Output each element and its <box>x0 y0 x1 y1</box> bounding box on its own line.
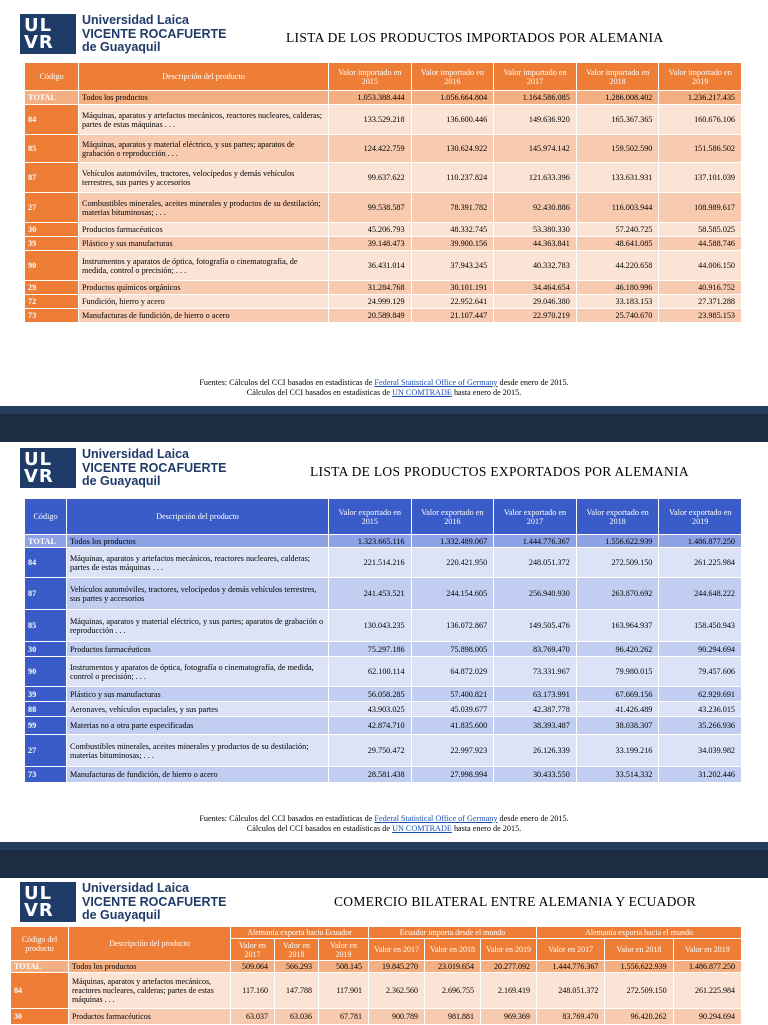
table-row <box>25 687 742 702</box>
product-description: Manufacturas de fundición, de hierro o acero <box>79 309 329 323</box>
imports-table <box>24 62 742 323</box>
value-cell: 19.845.270 <box>369 961 425 973</box>
university-name: Universidad Laica VICENTE ROCAFUERTE de Guayaquil <box>82 447 227 488</box>
value-cell: 2.169.419 <box>481 973 537 1009</box>
source-link-destatis[interactable]: Federal Statistical Office of Germany <box>374 378 498 387</box>
product-code: 99 <box>25 717 67 735</box>
value-cell: 75.898.005 <box>411 642 494 657</box>
value-cell: 261.225.984 <box>659 548 742 578</box>
product-code: TOTAL <box>11 961 69 973</box>
value-cell: 64.872.029 <box>411 657 494 687</box>
value-cell: 44.363.841 <box>494 237 577 251</box>
value-cell: 24.999.129 <box>329 295 412 309</box>
value-cell: 27.371.288 <box>659 295 742 309</box>
product-description: Instrumentos y aparatos de óptica, fotografía o cinematografía, de medida, control o precisión; . . . <box>67 657 329 687</box>
value-cell: 23.985.153 <box>659 309 742 323</box>
value-cell: 1.444.776.367 <box>494 535 577 548</box>
ulvr-logo: UL VR <box>20 448 76 488</box>
value-cell: 90.294.694 <box>673 1009 741 1025</box>
value-cell: 33.183.153 <box>576 295 659 309</box>
ulvr-logo: UL VR <box>20 14 76 54</box>
value-cell: 39.148.473 <box>329 237 412 251</box>
value-cell: 83.769.470 <box>494 642 577 657</box>
value-cell: 44.220.658 <box>576 251 659 281</box>
value-cell: 136.600.446 <box>411 105 494 135</box>
value-cell: 20.589.849 <box>329 309 412 323</box>
table-header: Descripción del producto <box>79 63 329 91</box>
value-cell: 1.444.776.367 <box>537 961 605 973</box>
slide-header <box>20 14 760 58</box>
value-cell: 900.789 <box>369 1009 425 1025</box>
page-title: LISTA DE LOS PRODUCTOS IMPORTADOS POR ALEMANIA <box>286 30 664 45</box>
value-cell: 63.173.991 <box>494 687 577 702</box>
value-cell: 149.636.920 <box>494 105 577 135</box>
table-header: Valor en 2019 <box>481 939 537 961</box>
table-header: Valor importado en 2015 <box>329 63 412 91</box>
table-header: Código <box>25 63 79 91</box>
value-cell: 99.637.622 <box>329 163 412 193</box>
total-row <box>25 91 742 105</box>
value-cell: 33.514.332 <box>576 767 659 783</box>
table-header: Valor en 2019 <box>319 939 369 961</box>
table-row <box>25 717 742 735</box>
value-cell: 45.206.793 <box>329 223 412 237</box>
value-cell: 67.781 <box>319 1009 369 1025</box>
slide-bilateral <box>0 878 768 1024</box>
value-cell: 133.529.218 <box>329 105 412 135</box>
value-cell: 1.056.664.804 <box>411 91 494 105</box>
value-cell: 130.043.235 <box>329 610 412 642</box>
product-description: Productos farmacéuticos <box>67 642 329 657</box>
table-row <box>25 309 742 323</box>
value-cell: 38.038.307 <box>576 717 659 735</box>
value-cell: 969.369 <box>481 1009 537 1025</box>
value-cell: 130.624.922 <box>411 135 494 163</box>
value-cell: 1.164.586.085 <box>494 91 577 105</box>
value-cell: 244.648.222 <box>659 578 742 610</box>
source-note: Fuentes: Cálculos del CCI basados en estadísticas de Federal Statistical Office of Germany desde enero de 2015. Cálculos del CCI basados en estadísticas de UN COMTRADE hasta enero de 2015. <box>199 378 569 397</box>
value-cell: 23.019.654 <box>425 961 481 973</box>
value-cell: 29.046.380 <box>494 295 577 309</box>
table-row <box>25 281 742 295</box>
table-row <box>25 767 742 783</box>
slide-divider <box>0 406 768 442</box>
table-row <box>11 1009 742 1025</box>
product-description: Todos los productos <box>79 91 329 105</box>
product-description: Plástico y sus manufacturas <box>67 687 329 702</box>
value-cell: 79.457.606 <box>659 657 742 687</box>
value-cell: 78.391.782 <box>411 193 494 223</box>
table-header: Valor en 2018 <box>605 939 673 961</box>
value-cell: 117.160 <box>231 973 275 1009</box>
value-cell: 48.641.085 <box>576 237 659 251</box>
value-cell: 29.750.472 <box>329 735 412 767</box>
value-cell: 56.058.285 <box>329 687 412 702</box>
product-description: Plástico y sus manufacturas <box>79 237 329 251</box>
value-cell: 163.964.937 <box>576 610 659 642</box>
product-description: Combustibles minerales, aceites minerales y productos de su destilación; materias bituminosas; . . . <box>79 193 329 223</box>
value-cell: 31.284.768 <box>329 281 412 295</box>
group-header: Alemania exporta hacia Ecuador <box>231 927 369 939</box>
value-cell: 67.669.156 <box>576 687 659 702</box>
table-header: Descripción del producto <box>69 927 231 961</box>
value-cell: 46.180.996 <box>576 281 659 295</box>
value-cell: 57.240.725 <box>576 223 659 237</box>
table-row <box>25 251 742 281</box>
product-code: 90 <box>25 251 79 281</box>
value-cell: 566.293 <box>275 961 319 973</box>
value-cell: 137.101.039 <box>659 163 742 193</box>
table-row <box>25 548 742 578</box>
value-cell: 75.297.186 <box>329 642 412 657</box>
product-code: 39 <box>25 237 79 251</box>
value-cell: 124.422.759 <box>329 135 412 163</box>
value-cell: 53.380.330 <box>494 223 577 237</box>
product-description: Manufacturas de fundición, de hierro o acero <box>67 767 329 783</box>
value-cell: 221.514.216 <box>329 548 412 578</box>
value-cell: 34.464.654 <box>494 281 577 295</box>
product-description: Productos químicos orgánicos <box>79 281 329 295</box>
table-row <box>25 105 742 135</box>
table-row <box>25 223 742 237</box>
table-header: Valor exportado en 2015 <box>329 499 412 535</box>
product-code: 85 <box>25 610 67 642</box>
group-header: Ecuador importa desde el mundo <box>369 927 537 939</box>
value-cell: 1.323.665.116 <box>329 535 412 548</box>
value-cell: 108.989.617 <box>659 193 742 223</box>
value-cell: 110.237.824 <box>411 163 494 193</box>
value-cell: 116.003.944 <box>576 193 659 223</box>
value-cell: 96.420.262 <box>576 642 659 657</box>
table-row <box>25 295 742 309</box>
product-description: Todos los productos <box>67 535 329 548</box>
table-row <box>25 657 742 687</box>
slide-header <box>20 448 760 492</box>
product-code: 30 <box>25 223 79 237</box>
product-code: 30 <box>25 642 67 657</box>
value-cell: 151.586.502 <box>659 135 742 163</box>
product-description: Combustibles minerales, aceites minerales y productos de su destilación; materias bituminosas; . . . <box>67 735 329 767</box>
value-cell: 43.903.025 <box>329 702 412 717</box>
product-code: 72 <box>25 295 79 309</box>
table-header: Valor en 2018 <box>425 939 481 961</box>
value-cell: 149.505.476 <box>494 610 577 642</box>
value-cell: 263.870.692 <box>576 578 659 610</box>
value-cell: 2.362.560 <box>369 973 425 1009</box>
slide-exports <box>0 442 768 842</box>
page-title: LISTA DE LOS PRODUCTOS EXPORTADOS POR ALEMANIA <box>310 464 689 479</box>
product-description: Todos los productos <box>69 961 231 973</box>
product-code: 88 <box>25 702 67 717</box>
value-cell: 22.997.923 <box>411 735 494 767</box>
value-cell: 57.400.821 <box>411 687 494 702</box>
table-row <box>25 735 742 767</box>
value-cell: 38.393.487 <box>494 717 577 735</box>
product-code: 73 <box>25 309 79 323</box>
value-cell: 62.100.114 <box>329 657 412 687</box>
value-cell: 256.940.930 <box>494 578 577 610</box>
table-row <box>25 702 742 717</box>
table-header: Valor importado en 2017 <box>494 63 577 91</box>
value-cell: 31.202.446 <box>659 767 742 783</box>
table-header: Valor exportado en 2018 <box>576 499 659 535</box>
total-row <box>25 535 742 548</box>
value-cell: 43.236.015 <box>659 702 742 717</box>
table-header: Valor exportado en 2017 <box>494 499 577 535</box>
value-cell: 21.107.447 <box>411 309 494 323</box>
table-header: Valor exportado en 2019 <box>659 499 742 535</box>
product-code: 84 <box>25 548 67 578</box>
value-cell: 22.970.219 <box>494 309 577 323</box>
source-link-destatis[interactable]: Federal Statistical Office of Germany <box>374 814 498 823</box>
product-description: Máquinas, aparatos y material eléctrico, y sus partes; aparatos de grabación o reproducción . . . <box>79 135 329 163</box>
value-cell: 272.509.150 <box>576 548 659 578</box>
product-description: Materias no a otra parte especificadas <box>67 717 329 735</box>
total-row <box>11 961 742 973</box>
value-cell: 147.788 <box>275 973 319 1009</box>
source-link-comtrade[interactable]: UN COMTRADE <box>392 824 452 833</box>
value-cell: 42.387.778 <box>494 702 577 717</box>
value-cell: 1.486.877.250 <box>673 961 741 973</box>
value-cell: 22.952.641 <box>411 295 494 309</box>
table-header: Valor en 2017 <box>369 939 425 961</box>
table-row <box>25 163 742 193</box>
value-cell: 45.039.677 <box>411 702 494 717</box>
product-code: TOTAL <box>25 535 67 548</box>
value-cell: 42.874.710 <box>329 717 412 735</box>
page-title: COMERCIO BILATERAL ENTRE ALEMANIA Y ECUADOR <box>334 894 697 909</box>
value-cell: 63.037 <box>231 1009 275 1025</box>
value-cell: 99.538.587 <box>329 193 412 223</box>
university-name: Universidad Laica VICENTE ROCAFUERTE de Guayaquil <box>82 13 227 54</box>
product-code: 27 <box>25 193 79 223</box>
table-header: Valor importado en 2019 <box>659 63 742 91</box>
slide-divider <box>0 842 768 878</box>
value-cell: 83.769.470 <box>537 1009 605 1025</box>
product-description: Vehículos automóviles, tractores, velocípedos y demás vehículos terrestres, sus partes y accesorios <box>67 578 329 610</box>
value-cell: 160.676.106 <box>659 105 742 135</box>
product-code: TOTAL <box>25 91 79 105</box>
value-cell: 41.426.489 <box>576 702 659 717</box>
product-description: Productos farmacéuticos <box>79 223 329 237</box>
table-row <box>25 578 742 610</box>
value-cell: 25.740.670 <box>576 309 659 323</box>
value-cell: 136.072.867 <box>411 610 494 642</box>
table-row <box>25 642 742 657</box>
product-description: Máquinas, aparatos y material eléctrico, y sus partes; aparatos de grabación o reproducción . . . <box>67 610 329 642</box>
slide-imports <box>0 0 768 406</box>
product-code: 84 <box>11 973 69 1009</box>
value-cell: 1.236.217.435 <box>659 91 742 105</box>
value-cell: 248.051.372 <box>494 548 577 578</box>
value-cell: 248.051.372 <box>537 973 605 1009</box>
value-cell: 1.556.622.939 <box>605 961 673 973</box>
table-header: Código <box>25 499 67 535</box>
product-code: 29 <box>25 281 79 295</box>
table-header: Descripción del producto <box>67 499 329 535</box>
value-cell: 121.633.396 <box>494 163 577 193</box>
product-code: 39 <box>25 687 67 702</box>
value-cell: 37.943.245 <box>411 251 494 281</box>
product-description: Productos farmacéuticos <box>69 1009 231 1025</box>
value-cell: 40.916.752 <box>659 281 742 295</box>
product-code: 73 <box>25 767 67 783</box>
product-description: Máquinas, aparatos y artefactos mecánicos, reactores nucleares, calderas; partes de estas máquinas . . . <box>79 105 329 135</box>
table-header: Valor en 2019 <box>673 939 741 961</box>
value-cell: 63.036 <box>275 1009 319 1025</box>
product-code: 90 <box>25 657 67 687</box>
exports-table <box>24 498 742 783</box>
value-cell: 220.421.950 <box>411 548 494 578</box>
product-code: 27 <box>25 735 67 767</box>
value-cell: 508.145 <box>319 961 369 973</box>
value-cell: 62.929.691 <box>659 687 742 702</box>
value-cell: 90.294.694 <box>659 642 742 657</box>
value-cell: 96.420.262 <box>605 1009 673 1025</box>
value-cell: 28.581.438 <box>329 767 412 783</box>
value-cell: 36.431.014 <box>329 251 412 281</box>
university-name: Universidad Laica VICENTE ROCAFUERTE de Guayaquil <box>82 881 227 922</box>
value-cell: 261.225.984 <box>673 973 741 1009</box>
value-cell: 145.974.142 <box>494 135 577 163</box>
table-header: Valor en 2017 <box>537 939 605 961</box>
table-row <box>25 610 742 642</box>
value-cell: 1.556.622.939 <box>576 535 659 548</box>
value-cell: 30.101.191 <box>411 281 494 295</box>
product-description: Fundición, hierro y acero <box>79 295 329 309</box>
product-description: Aeronaves, vehículos espaciales, y sus partes <box>67 702 329 717</box>
value-cell: 159.502.590 <box>576 135 659 163</box>
table-header: Valor en 2017 <box>231 939 275 961</box>
value-cell: 509.064 <box>231 961 275 973</box>
value-cell: 26.126.339 <box>494 735 577 767</box>
value-cell: 20.277.092 <box>481 961 537 973</box>
ulvr-logo: UL VR <box>20 882 76 922</box>
table-header: Valor exportado en 2016 <box>411 499 494 535</box>
product-description: Máquinas, aparatos y artefactos mecánicos, reactores nucleares, calderas; partes de estas máquinas . . . <box>67 548 329 578</box>
value-cell: 44.006.150 <box>659 251 742 281</box>
table-row <box>25 193 742 223</box>
value-cell: 117.901 <box>319 973 369 1009</box>
value-cell: 48.332.745 <box>411 223 494 237</box>
table-header: Valor en 2018 <box>275 939 319 961</box>
product-code: 87 <box>25 578 67 610</box>
value-cell: 79.980.015 <box>576 657 659 687</box>
value-cell: 73.331.967 <box>494 657 577 687</box>
group-header: Alemania exporta hacia el mundo <box>537 927 742 939</box>
table-header: Código del producto <box>11 927 69 961</box>
value-cell: 244.154.605 <box>411 578 494 610</box>
table-row <box>25 135 742 163</box>
value-cell: 40.332.783 <box>494 251 577 281</box>
value-cell: 272.509.150 <box>605 973 673 1009</box>
value-cell: 2.696.755 <box>425 973 481 1009</box>
slide-header <box>20 882 760 926</box>
product-code: 87 <box>25 163 79 193</box>
value-cell: 158.450.943 <box>659 610 742 642</box>
source-link-comtrade[interactable]: UN COMTRADE <box>392 388 452 397</box>
table-row <box>25 237 742 251</box>
value-cell: 27.998.994 <box>411 767 494 783</box>
table-header: Valor importado en 2016 <box>411 63 494 91</box>
product-code: 85 <box>25 135 79 163</box>
product-description: Instrumentos y aparatos de óptica, fotografía o cinematografía, de medida, control o precisión; . . . <box>79 251 329 281</box>
value-cell: 35.266.936 <box>659 717 742 735</box>
product-description: Vehículos automóviles, tractores, velocípedos y demás vehículos terrestres, sus partes y accesorios <box>79 163 329 193</box>
value-cell: 165.367.365 <box>576 105 659 135</box>
value-cell: 1.332.489.067 <box>411 535 494 548</box>
table-header: Valor importado en 2018 <box>576 63 659 91</box>
source-note: Fuentes: Cálculos del CCI basados en estadísticas de Federal Statistical Office of Germany desde enero de 2015. Cálculos del CCI basados en estadísticas de UN COMTRADE hasta enero de 2015. <box>199 814 569 833</box>
value-cell: 34.039.982 <box>659 735 742 767</box>
value-cell: 41.835.600 <box>411 717 494 735</box>
value-cell: 39.900.156 <box>411 237 494 251</box>
table-row <box>11 973 742 1009</box>
value-cell: 1.486.877.250 <box>659 535 742 548</box>
value-cell: 1.286.008.402 <box>576 91 659 105</box>
product-code: 30 <box>11 1009 69 1025</box>
value-cell: 92.430.886 <box>494 193 577 223</box>
value-cell: 981.881 <box>425 1009 481 1025</box>
product-code: 84 <box>25 105 79 135</box>
value-cell: 58.585.025 <box>659 223 742 237</box>
bilateral-table <box>10 926 742 1025</box>
product-description: Máquinas, aparatos y artefactos mecánicos, reactores nucleares, calderas; partes de estas máquinas . . . <box>69 973 231 1009</box>
value-cell: 44.588.746 <box>659 237 742 251</box>
value-cell: 33.199.216 <box>576 735 659 767</box>
value-cell: 241.453.521 <box>329 578 412 610</box>
value-cell: 30.433.550 <box>494 767 577 783</box>
value-cell: 1.053.388.444 <box>329 91 412 105</box>
value-cell: 133.631.931 <box>576 163 659 193</box>
